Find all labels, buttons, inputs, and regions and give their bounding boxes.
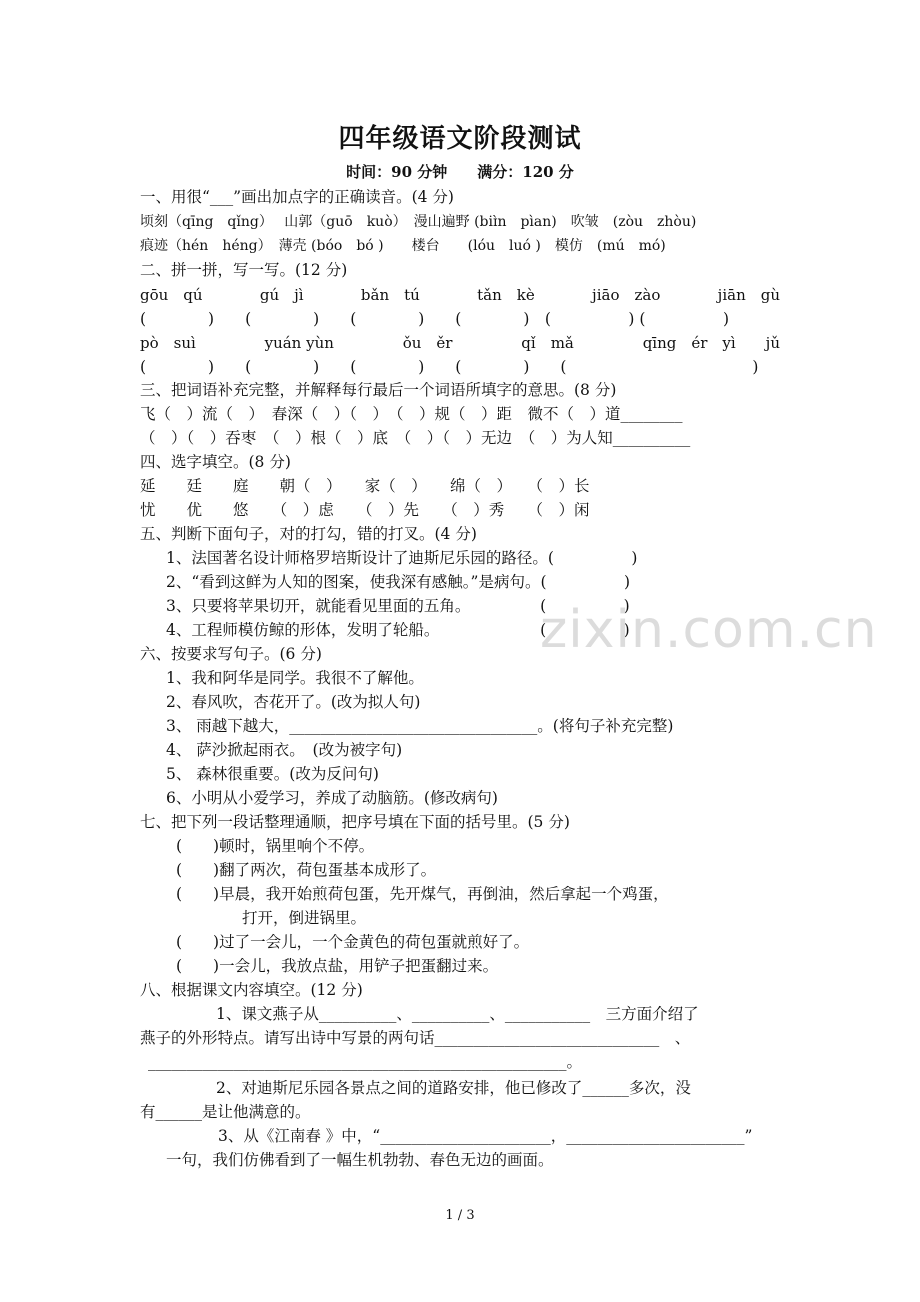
- page-number: 1 / 3: [445, 1208, 475, 1223]
- page-title: 四年级语文阶段测试: [338, 124, 582, 154]
- section-7-heading: 七、把下列一段话整理通顺，把序号填在下面的括号里。(5 分): [140, 813, 570, 831]
- section-7-item: ( )一会儿，我放点盐，用铲子把蛋翻过来。: [176, 957, 499, 975]
- section-6-heading: 六、按要求写句子。(6 分): [140, 645, 322, 663]
- pinyin-item: qǐ mǎ: [521, 334, 574, 352]
- section-5-item: 3、只要将苹果切开，就能看见里面的五角。 ( ): [166, 597, 630, 615]
- section-2-heading: 二、拼一拼，写一写。(12 分): [140, 261, 348, 279]
- section-1-heading: 一、用很“___”画出加点字的正确读音。(4 分): [140, 188, 454, 206]
- section-8-line: 燕子的外形特点。请写出诗中写景的两句话_____________________________ 、: [140, 1029, 691, 1047]
- section-7-item-continued: 打开，倒进锅里。: [242, 909, 367, 927]
- section-1-row-1: 顷刻（qīng qǐng） 山郭（guō kuò） 漫山遍野 (biɪ̀n pìan) 吹皱 (zòu zhòu): [140, 214, 697, 230]
- section-3-row-2: （ ）（ ）吞枣 （ ）根（ ）底 （ ）（ ）无边 （ ）为人知__________: [140, 429, 691, 447]
- section-8-line: 3、从《江南春 》中，“______________________，_______________________”: [218, 1127, 753, 1145]
- section-1-row-2: 痕迹（hén héng） 薄壳 (bóo bó ) 楼台 (lóu luó ) 模仿 (mú mó): [140, 238, 666, 254]
- page-subtitle: 时间：90 分钟 满分：120 分: [346, 163, 574, 181]
- section-6-item: 2、春风吹，杏花开了。(改为拟人句): [166, 693, 421, 711]
- pinyin-item: gú jì: [259, 286, 304, 304]
- pinyin-item: qīng ér yì jǔ: [642, 334, 780, 352]
- section-6-item: 1、我和阿华是同学。我很不了解他。: [166, 669, 424, 687]
- section-8-heading: 八、根据课文内容填空。(12 分): [140, 981, 363, 999]
- section-7-item: ( )顿时，锅里响个不停。: [176, 837, 375, 855]
- section-7-item: ( )过了一会儿，一个金黄色的荷包蛋就煎好了。: [176, 933, 530, 951]
- section-8-line: 1、课文燕子从__________、__________、___________ 三方面介绍了: [216, 1005, 699, 1023]
- section-8-line: 2、对迪斯尼乐园各景点之间的道路安排，他已修改了______多次，没: [216, 1079, 691, 1097]
- watermark: zixin.com.cn: [540, 600, 878, 660]
- section-2-blank-row-2: ( ) ( ) ( ) ( ) ( ): [140, 358, 759, 376]
- section-2-pinyin-row-1: [140, 285, 780, 305]
- section-4-heading: 四、选字填空。(8 分): [140, 453, 291, 471]
- pinyin-item: yuán yùn: [264, 334, 334, 352]
- section-3-heading: 三、把词语补充完整，并解释每行最后一个词语所填字的意思。(8 分): [140, 381, 617, 399]
- section-7-item: ( )翻了两次，荷包蛋基本成形了。: [176, 861, 437, 879]
- pinyin-item: jiān gù: [717, 286, 780, 304]
- section-8-line: 一句，我们仿佛看到了一幅生机勃勃、春色无边的画面。: [166, 1151, 554, 1169]
- section-5-item: 2、“看到这鲜为人知的图案，使我深有感触。”是病句。( ): [166, 573, 631, 591]
- section-6-item: 5、 森林很重要。(改为反问句): [166, 765, 379, 783]
- section-3-row-1: 飞（ ）流（ ） 春深（ ）（ ） （ ）规（ ）距 微不（ ）道________: [140, 405, 683, 423]
- pinyin-item: jiāo zào: [592, 286, 661, 304]
- section-5-heading: 五、判断下面句子，对的打勾，错的打叉。(4 分): [140, 525, 477, 543]
- section-8-line: 有______是让他满意的。: [140, 1103, 311, 1121]
- section-5-item: 1、法国著名设计师格罗培斯设计了迪斯尼乐园的路径。( ): [166, 549, 638, 567]
- section-2-blank-row-1: ( ) ( ) ( ) ( ) ( ) ( ): [140, 310, 729, 328]
- pinyin-item: ǒu ěr: [402, 334, 453, 352]
- section-6-item: 6、小明从小爱学习，养成了动脑筋。(修改病句): [166, 789, 498, 807]
- pinyin-item: gōu qú: [140, 286, 203, 304]
- section-8-line: ______________________________________________________。: [148, 1053, 583, 1071]
- section-7-item: ( )早晨，我开始煎荷包蛋，先开煤气，再倒油，然后拿起一个鸡蛋，: [176, 885, 669, 903]
- section-6-item: 4、 萨沙掀起雨衣。 (改为被字句): [166, 741, 403, 759]
- pinyin-item: tǎn kè: [477, 286, 535, 304]
- section-5-item: 4、工程师模仿鲸的形体，发明了轮船。 ( ): [166, 621, 630, 639]
- section-6-item: 3、 雨越下越大，________________________________。(将句子补充完整): [166, 717, 674, 735]
- pinyin-item: bǎn tú: [360, 286, 420, 304]
- section-4-row-2: 忧 优 悠 （ ）虑 （ ）先 （ ）秀 （ ）闲: [140, 501, 590, 519]
- section-4-row-1: 延 廷 庭 朝（ ） 家（ ） 绵（ ） （ ）长: [140, 477, 590, 495]
- section-2-pinyin-row-2: [140, 333, 780, 353]
- pinyin-item: pò suì: [140, 334, 196, 352]
